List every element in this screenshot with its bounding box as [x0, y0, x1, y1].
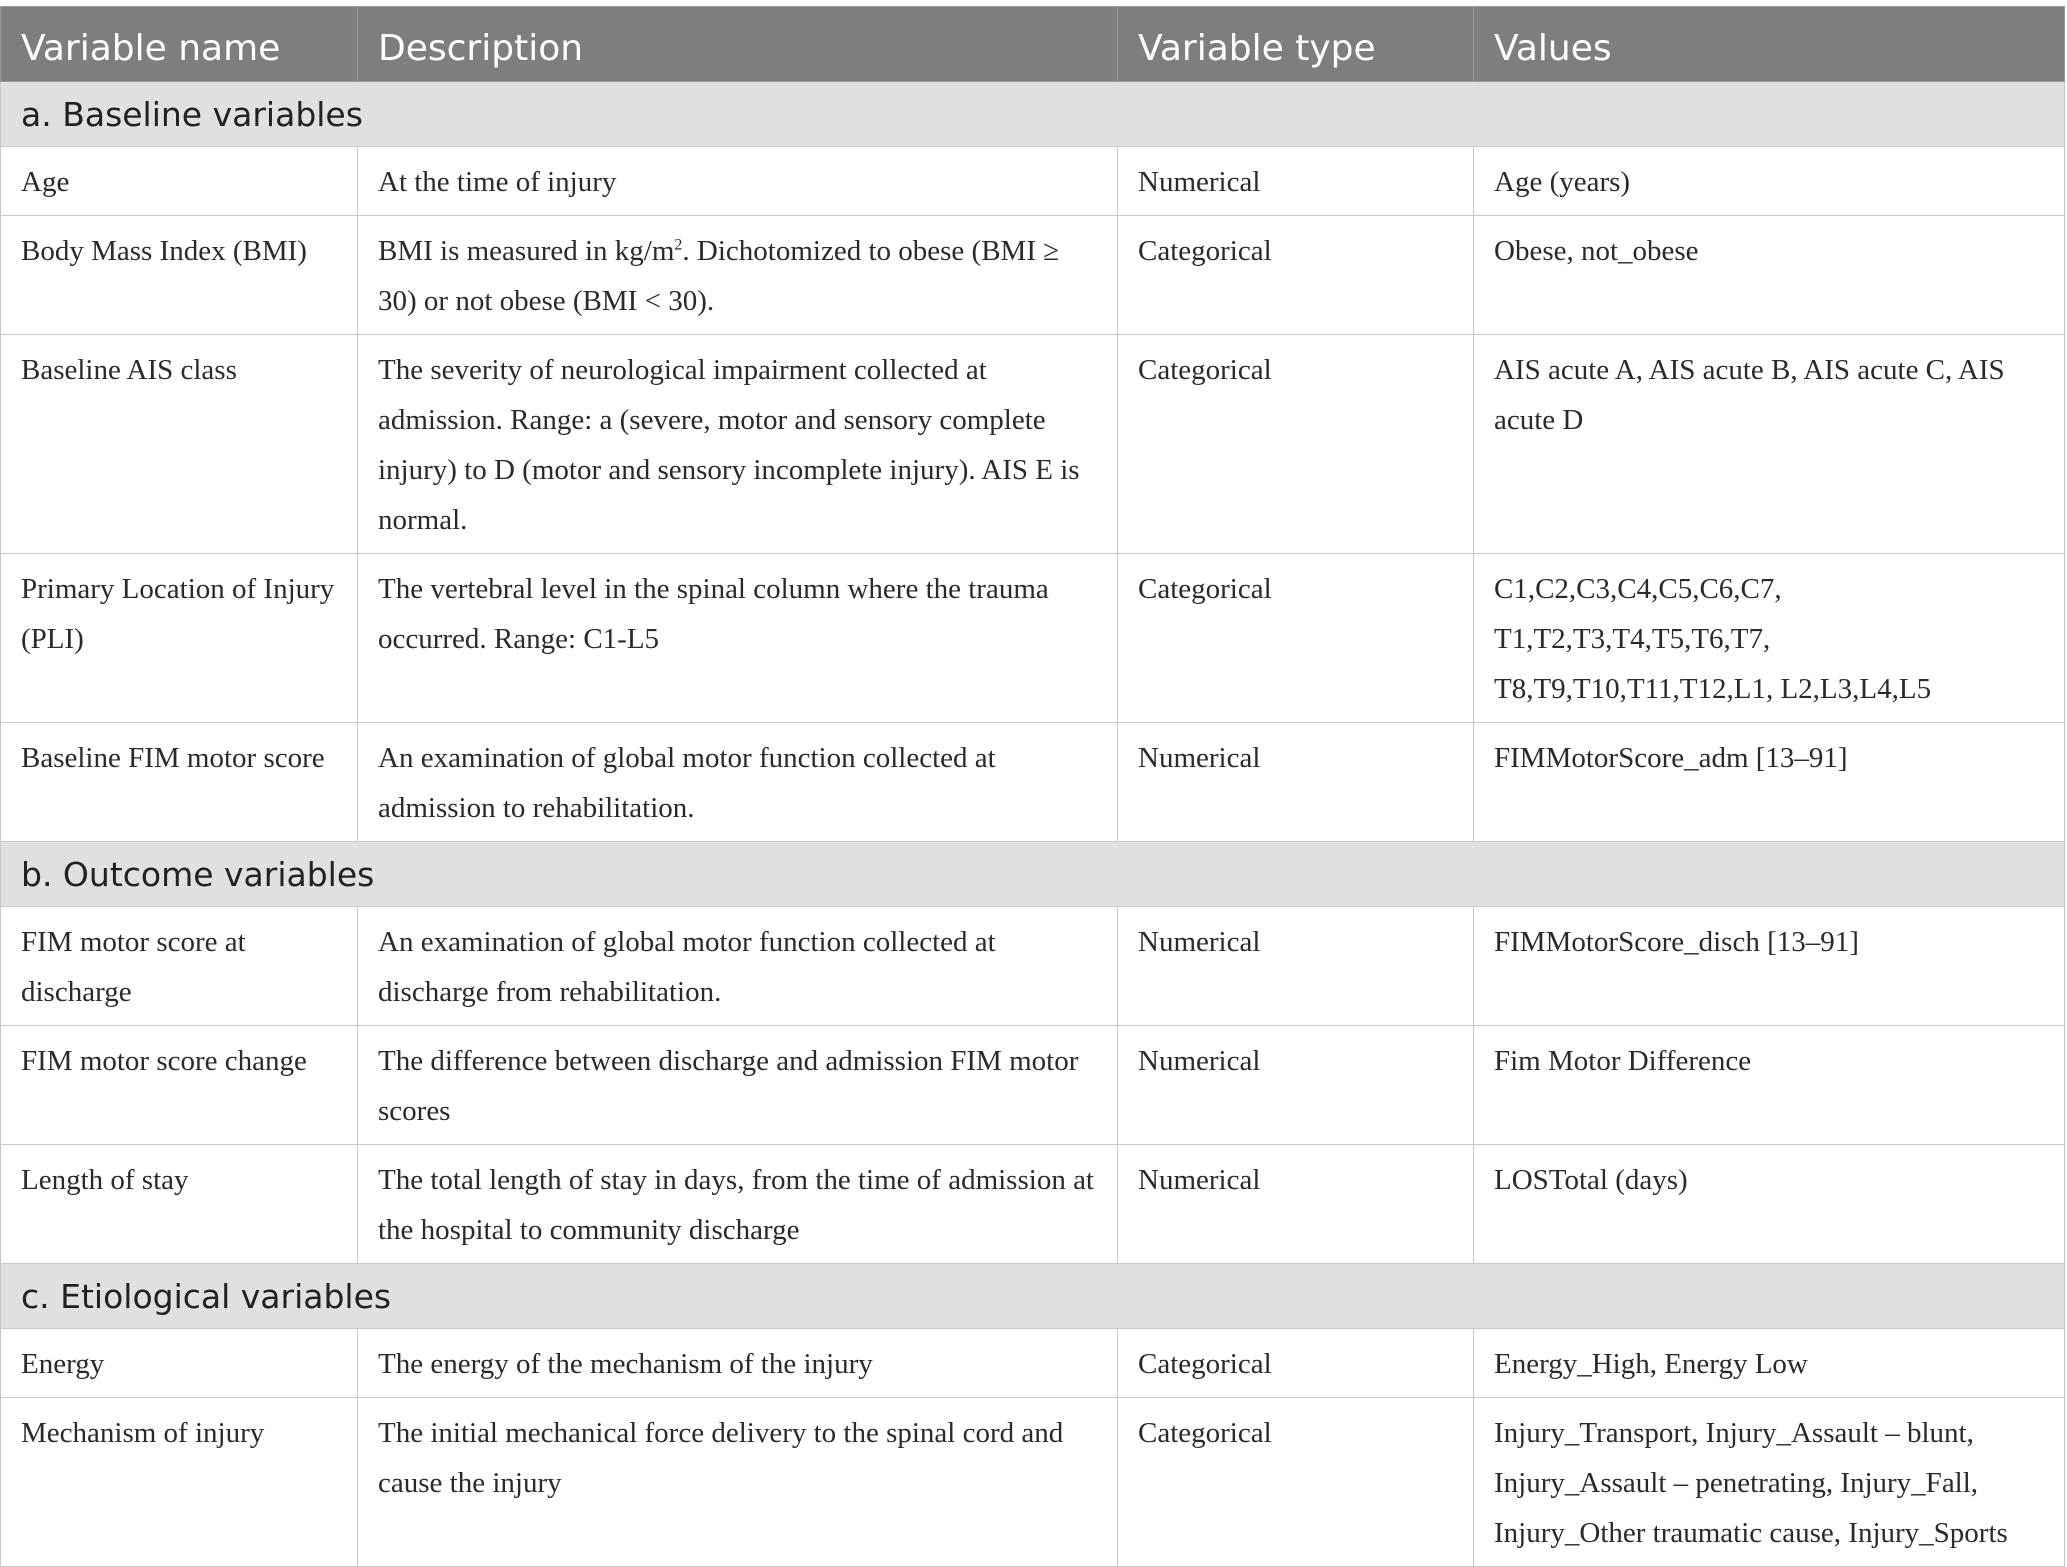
values-cell: Fim Motor Difference — [1474, 1026, 2065, 1145]
variable-name-cell: Body Mass Index (BMI) — [1, 216, 358, 335]
variable-name-cell: Baseline AIS class — [1, 335, 358, 554]
variable-type-cell: Numerical — [1118, 147, 1474, 216]
section-row — [1, 82, 2065, 147]
header-values: Values — [1474, 7, 2065, 82]
table-row — [1, 1145, 2065, 1264]
section-title: b. Outcome variables — [1, 842, 2065, 907]
variables-table-container — [0, 6, 2064, 1567]
description-cell: The severity of neurological impairment collected at admission. Range: a (severe, motor and sensory complete injury) to D (motor and sensory incomplete injury). AIS E is normal. — [358, 335, 1118, 554]
description-cell: The initial mechanical force delivery to the spinal cord and cause the injury — [358, 1398, 1118, 1567]
variable-type-cell: Categorical — [1118, 216, 1474, 335]
values-cell: Obese, not_obese — [1474, 216, 2065, 335]
section-row — [1, 1264, 2065, 1329]
variables-table — [0, 6, 2065, 1567]
values-cell: AIS acute A, AIS acute B, AIS acute C, AIS acute D — [1474, 335, 2065, 554]
variable-name-cell: FIM motor score change — [1, 1026, 358, 1145]
description-text: . Dichotomized to obese (BMI ≥ 30) or not obese (BMI < 30). — [378, 235, 1060, 317]
superscript: 2 — [674, 236, 683, 254]
variable-type-cell: Categorical — [1118, 554, 1474, 723]
variable-name-cell: Age — [1, 147, 358, 216]
table-row — [1, 907, 2065, 1026]
section-title: c. Etiological variables — [1, 1264, 2065, 1329]
header-variable-name: Variable name — [1, 7, 358, 82]
variable-type-cell: Numerical — [1118, 1026, 1474, 1145]
variable-type-cell: Numerical — [1118, 1145, 1474, 1264]
table-row — [1, 723, 2065, 842]
values-cell: Energy_High, Energy Low — [1474, 1329, 2065, 1398]
table-row — [1, 1026, 2065, 1145]
variable-type-cell: Categorical — [1118, 335, 1474, 554]
variable-name-cell: Baseline FIM motor score — [1, 723, 358, 842]
values-cell: FIMMotorScore_adm [13–91] — [1474, 723, 2065, 842]
description-cell: At the time of injury — [358, 147, 1118, 216]
description-cell: The energy of the mechanism of the injury — [358, 1329, 1118, 1398]
variable-name-cell: FIM motor score at discharge — [1, 907, 358, 1026]
description-text: BMI is measured in kg/m — [378, 235, 675, 267]
table-row — [1, 554, 2065, 723]
values-cell: FIMMotorScore_disch [13–91] — [1474, 907, 2065, 1026]
table-row — [1, 1398, 2065, 1567]
table-row — [1, 147, 2065, 216]
table-row — [1, 335, 2065, 554]
description-cell: The difference between discharge and admission FIM motor scores — [358, 1026, 1118, 1145]
section-row — [1, 842, 2065, 907]
description-cell: An examination of global motor function collected at discharge from rehabilitation. — [358, 907, 1118, 1026]
header-row — [1, 7, 2065, 82]
variable-name-cell: Primary Location of Injury (PLI) — [1, 554, 358, 723]
values-cell: Injury_Transport, Injury_Assault – blunt, Injury_Assault – penetrating, Injury_Fall, Injury_Other traumatic cause, Injury_Sports — [1474, 1398, 2065, 1567]
values-cell: LOSTotal (days) — [1474, 1145, 2065, 1264]
description-cell: The vertebral level in the spinal column where the trauma occurred. Range: C1-L5 — [358, 554, 1118, 723]
variable-type-cell: Categorical — [1118, 1329, 1474, 1398]
variable-name-cell: Length of stay — [1, 1145, 358, 1264]
variable-type-cell: Categorical — [1118, 1398, 1474, 1567]
table-row — [1, 1329, 2065, 1398]
section-title: a. Baseline variables — [1, 82, 2065, 147]
variable-name-cell: Mechanism of injury — [1, 1398, 358, 1567]
table-row — [1, 216, 2065, 335]
values-cell: C1,C2,C3,C4,C5,C6,C7, T1,T2,T3,T4,T5,T6,T7, T8,T9,T10,T11,T12,L1, L2,L3,L4,L5 — [1474, 554, 2065, 723]
description-cell: An examination of global motor function collected at admission to rehabilitation. — [358, 723, 1118, 842]
description-cell — [358, 216, 1118, 335]
header-variable-type: Variable type — [1118, 7, 1474, 82]
header-description: Description — [358, 7, 1118, 82]
values-cell: Age (years) — [1474, 147, 2065, 216]
variable-type-cell: Numerical — [1118, 723, 1474, 842]
variable-name-cell: Energy — [1, 1329, 358, 1398]
variable-type-cell: Numerical — [1118, 907, 1474, 1026]
description-cell: The total length of stay in days, from the time of admission at the hospital to community discharge — [358, 1145, 1118, 1264]
